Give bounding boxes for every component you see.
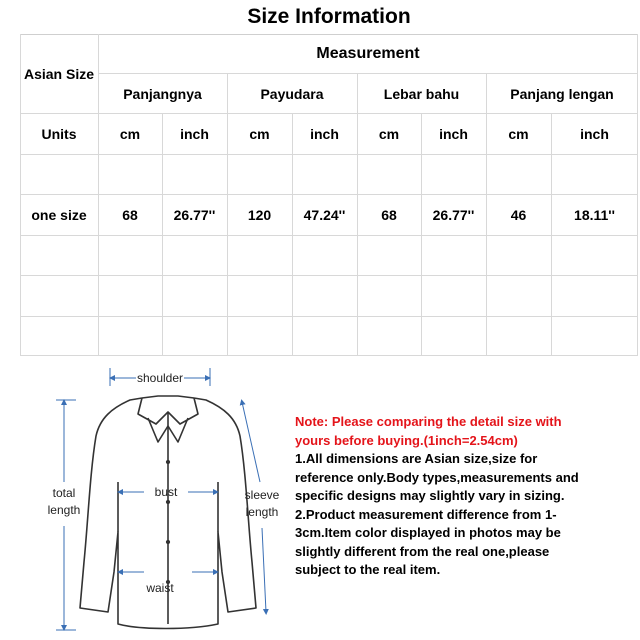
- measure-header-shoulder: Lebar bahu: [383, 85, 460, 102]
- measure-header-bust: Payudara: [260, 85, 324, 102]
- shirt-measurement-diagram: [30, 362, 285, 638]
- measure-header-length: Panjangnya: [123, 85, 202, 102]
- unit-cell: cm: [508, 126, 529, 142]
- unit-cell: inch: [439, 126, 468, 142]
- note-line: slightly different from the real one,please: [295, 543, 550, 559]
- value-cell: 46: [510, 207, 527, 223]
- bust-label: bust: [154, 485, 178, 499]
- notes-block: [295, 413, 635, 580]
- total-length-label-line1: total: [52, 486, 76, 500]
- note-red-line: Note: Please comparing the detail size with: [295, 414, 562, 429]
- sleeve-length-label-line2: length: [245, 505, 279, 519]
- value-cell: 18.11'': [574, 207, 615, 223]
- value-cell: 120: [247, 207, 272, 223]
- note-line: reference only.Body types,measurements and: [295, 469, 579, 485]
- measure-header-sleeve: Panjang lengan: [510, 85, 614, 102]
- value-cell: 26.77'': [432, 207, 475, 223]
- value-cell: 68: [122, 207, 138, 223]
- page-title: Size Information: [20, 0, 638, 35]
- value-cell: 26.77'': [173, 207, 216, 223]
- units-label: Units: [41, 126, 77, 142]
- measurement-header: Measurement: [316, 44, 420, 62]
- total-length-label-line2: length: [47, 503, 81, 517]
- note-line: 1.All dimensions are Asian size,size for: [295, 451, 538, 466]
- unit-cell: cm: [119, 126, 141, 142]
- shirt-diagram-svg: [30, 362, 285, 638]
- note-line: 2.Product measurement difference from 1-: [295, 506, 557, 522]
- unit-cell: cm: [249, 126, 270, 142]
- shoulder-label: shoulder: [136, 371, 184, 385]
- value-cell: 47.24'': [303, 207, 346, 223]
- note-line: specific designs may slightly vary in sizing.: [295, 488, 565, 503]
- unit-cell: inch: [580, 126, 609, 142]
- waist-label: waist: [146, 581, 174, 595]
- note-red-line: yours before buying.(1inch=2.54cm): [295, 432, 518, 448]
- note-line: subject to the real item.: [295, 562, 441, 577]
- unit-cell: inch: [180, 126, 209, 142]
- unit-cell: cm: [378, 126, 400, 142]
- asian-size-header: Asian Size: [23, 65, 95, 82]
- size-table: [20, 34, 638, 356]
- unit-cell: inch: [310, 126, 339, 142]
- note-line: 3cm.Item color displayed in photos may be: [295, 525, 561, 540]
- value-cell: 68: [381, 207, 397, 223]
- sleeve-length-label-line1: sleeve: [244, 488, 280, 502]
- size-name-cell: one size: [31, 207, 87, 223]
